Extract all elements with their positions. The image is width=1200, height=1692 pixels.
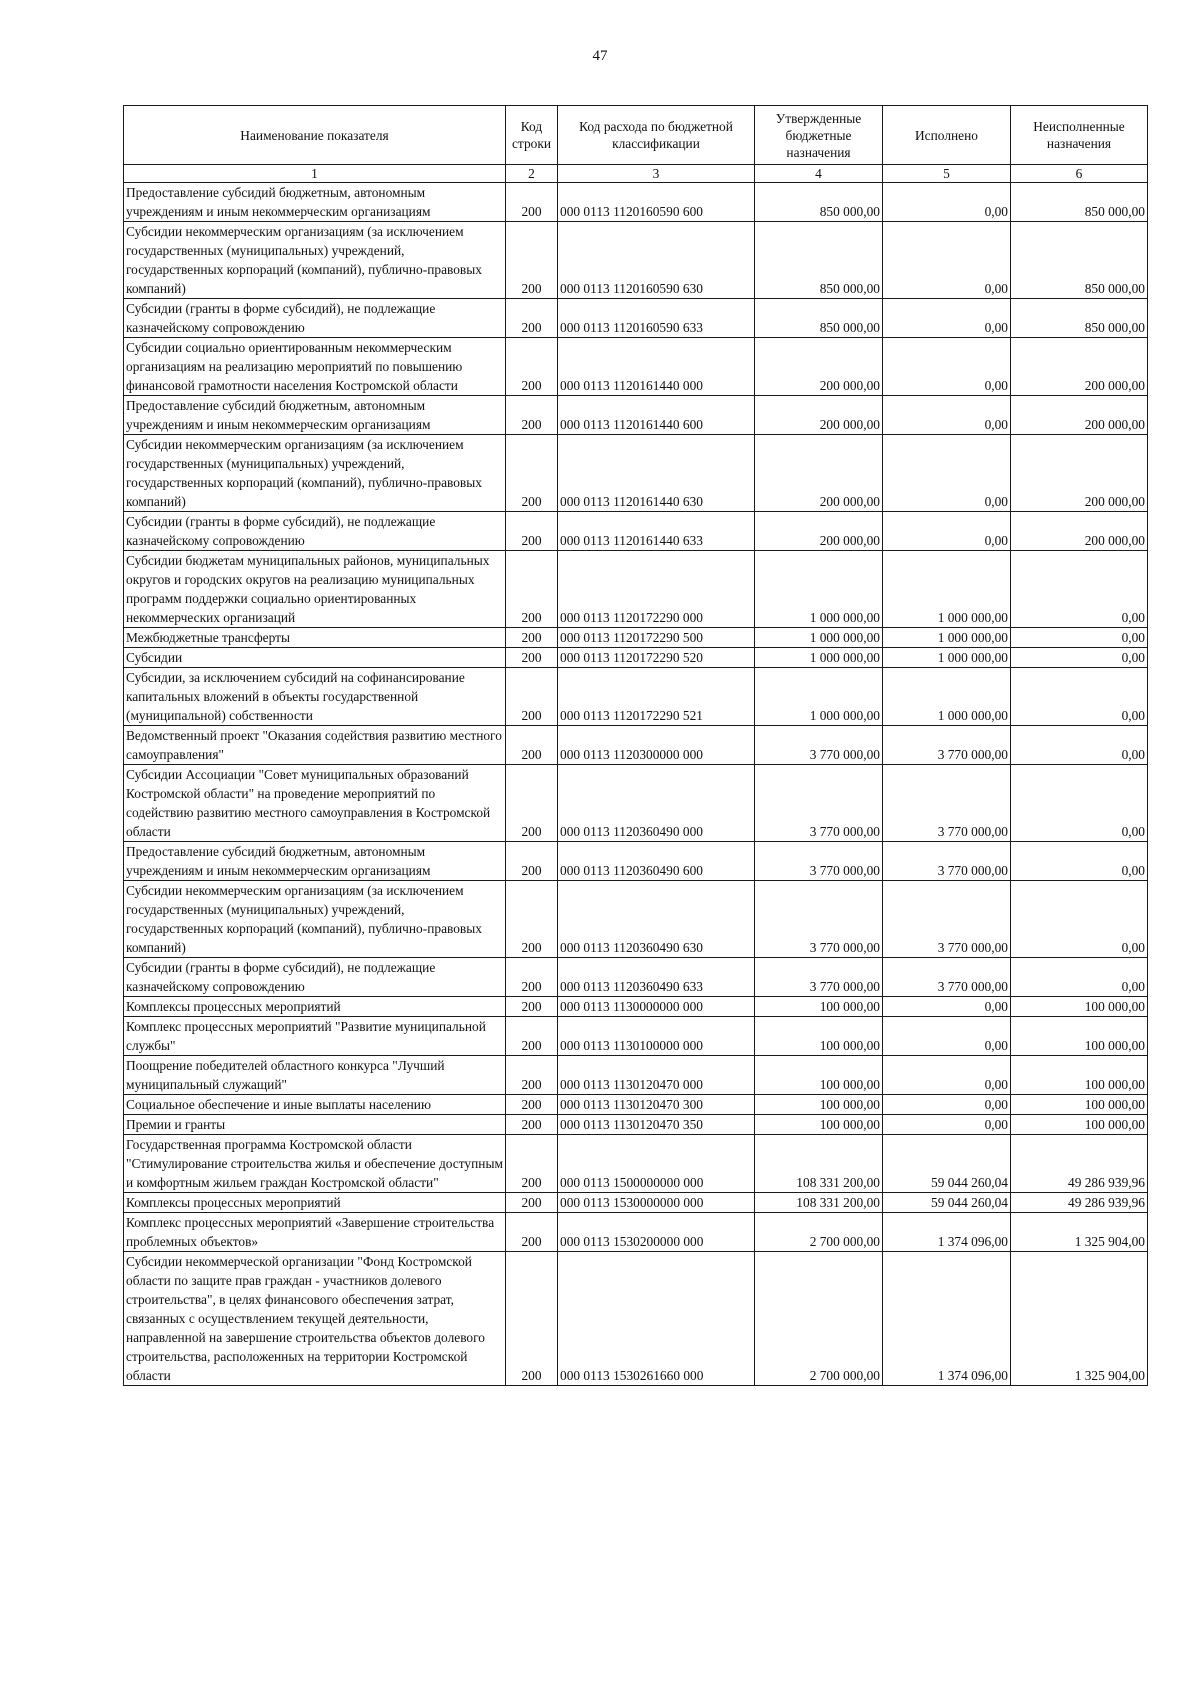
row-unexecuted-amount: 100 000,00 xyxy=(1011,1095,1148,1115)
table-row xyxy=(124,958,1148,997)
row-executed-amount: 1 374 096,00 xyxy=(883,1213,1011,1252)
table-row xyxy=(124,1017,1148,1056)
row-approved-amount: 108 331 200,00 xyxy=(755,1135,883,1193)
table-row xyxy=(124,512,1148,551)
table-row xyxy=(124,299,1148,338)
row-line-code: 200 xyxy=(506,1213,558,1252)
row-line-code: 200 xyxy=(506,668,558,726)
row-approved-amount: 1 000 000,00 xyxy=(755,551,883,628)
row-line-code: 200 xyxy=(506,338,558,396)
table-row xyxy=(124,997,1148,1017)
row-executed-amount: 0,00 xyxy=(883,1115,1011,1135)
row-line-code: 200 xyxy=(506,842,558,881)
row-executed-amount: 1 000 000,00 xyxy=(883,628,1011,648)
table-row xyxy=(124,1095,1148,1115)
column-number: 2 xyxy=(506,165,558,183)
row-approved-amount: 200 000,00 xyxy=(755,512,883,551)
row-classification-code: 000 0113 1120360490 630 xyxy=(558,881,755,958)
row-unexecuted-amount: 200 000,00 xyxy=(1011,396,1148,435)
row-name: Субсидии (гранты в форме субсидий), не подлежащие казначейскому сопровождению xyxy=(124,299,506,338)
row-classification-code: 000 0113 1130120470 350 xyxy=(558,1115,755,1135)
row-name: Субсидии социально ориентированным некоммерческим организациям на реализацию мероприятий по повышению финансовой грамотности населения Костромской области xyxy=(124,338,506,396)
row-unexecuted-amount: 0,00 xyxy=(1011,628,1148,648)
row-classification-code: 000 0113 1130120470 300 xyxy=(558,1095,755,1115)
row-line-code: 200 xyxy=(506,1135,558,1193)
row-line-code: 200 xyxy=(506,997,558,1017)
column-number: 3 xyxy=(558,165,755,183)
row-line-code: 200 xyxy=(506,551,558,628)
table-row xyxy=(124,551,1148,628)
row-approved-amount: 850 000,00 xyxy=(755,183,883,222)
row-executed-amount: 0,00 xyxy=(883,222,1011,299)
table-row xyxy=(124,396,1148,435)
row-approved-amount: 850 000,00 xyxy=(755,222,883,299)
row-unexecuted-amount: 1 325 904,00 xyxy=(1011,1252,1148,1386)
row-unexecuted-amount: 100 000,00 xyxy=(1011,1056,1148,1095)
row-classification-code: 000 0113 1120161440 630 xyxy=(558,435,755,512)
row-approved-amount: 100 000,00 xyxy=(755,1115,883,1135)
row-executed-amount: 3 770 000,00 xyxy=(883,765,1011,842)
row-line-code: 200 xyxy=(506,881,558,958)
row-name: Субсидии некоммерческим организациям (за исключением государственных (муниципальных) учреждений, государственных корпораций (компаний), публично-правовых компаний) xyxy=(124,435,506,512)
row-unexecuted-amount: 0,00 xyxy=(1011,648,1148,668)
row-classification-code: 000 0113 1130100000 000 xyxy=(558,1017,755,1056)
row-name: Предоставление субсидий бюджетным, автономным учреждениям и иным некоммерческим организациям xyxy=(124,842,506,881)
row-line-code: 200 xyxy=(506,1095,558,1115)
row-unexecuted-amount: 0,00 xyxy=(1011,958,1148,997)
row-executed-amount: 0,00 xyxy=(883,183,1011,222)
row-approved-amount: 108 331 200,00 xyxy=(755,1193,883,1213)
page-number: 47 xyxy=(592,48,608,64)
row-executed-amount: 0,00 xyxy=(883,1095,1011,1115)
row-name: Межбюджетные трансферты xyxy=(124,628,506,648)
row-name: Ведомственный проект "Оказания содействия развитию местного самоуправления" xyxy=(124,726,506,765)
budget-execution-table xyxy=(123,105,1148,1386)
row-name: Субсидии Ассоциации "Совет муниципальных образований Костромской области" на проведение мероприятий по содействию развитию местного самоуправления в Костромской области xyxy=(124,765,506,842)
header-row xyxy=(124,106,1148,165)
row-executed-amount: 59 044 260,04 xyxy=(883,1135,1011,1193)
row-unexecuted-amount: 0,00 xyxy=(1011,881,1148,958)
row-classification-code: 000 0113 1120161440 600 xyxy=(558,396,755,435)
table-body xyxy=(124,183,1148,1386)
row-unexecuted-amount: 200 000,00 xyxy=(1011,512,1148,551)
row-line-code: 200 xyxy=(506,299,558,338)
row-line-code: 200 xyxy=(506,765,558,842)
table-row xyxy=(124,726,1148,765)
column-number-row xyxy=(124,165,1148,183)
row-unexecuted-amount: 0,00 xyxy=(1011,726,1148,765)
table-row xyxy=(124,338,1148,396)
row-line-code: 200 xyxy=(506,958,558,997)
row-line-code: 200 xyxy=(506,1193,558,1213)
row-classification-code: 000 0113 1120161440 633 xyxy=(558,512,755,551)
row-unexecuted-amount: 200 000,00 xyxy=(1011,435,1148,512)
row-executed-amount: 0,00 xyxy=(883,435,1011,512)
row-classification-code: 000 0113 1120360490 000 xyxy=(558,765,755,842)
row-name: Поощрение победителей областного конкурса "Лучший муниципальный служащий" xyxy=(124,1056,506,1095)
table-row xyxy=(124,435,1148,512)
row-classification-code: 000 0113 1120360490 633 xyxy=(558,958,755,997)
row-approved-amount: 3 770 000,00 xyxy=(755,765,883,842)
row-executed-amount: 1 374 096,00 xyxy=(883,1252,1011,1386)
row-name: Субсидии (гранты в форме субсидий), не подлежащие казначейскому сопровождению xyxy=(124,512,506,551)
row-name: Предоставление субсидий бюджетным, автономным учреждениям и иным некоммерческим организациям xyxy=(124,396,506,435)
table-row xyxy=(124,183,1148,222)
row-classification-code: 000 0113 1120160590 630 xyxy=(558,222,755,299)
header-approved: Утвержденные бюджетные назначения xyxy=(755,106,883,165)
row-approved-amount: 200 000,00 xyxy=(755,338,883,396)
row-executed-amount: 1 000 000,00 xyxy=(883,668,1011,726)
row-name: Субсидии некоммерческой организации "Фонд Костромской области по защите прав граждан - участников долевого строительства", в целях финансового обеспечения затрат, связанных с осуществлением текущей деятельности, направленной на завершение строительства объектов долевого строительства, расположенных на территории Костромской области xyxy=(124,1252,506,1386)
row-approved-amount: 100 000,00 xyxy=(755,1095,883,1115)
table-row xyxy=(124,765,1148,842)
header-classification-code: Код расхода по бюджетной классификации xyxy=(558,106,755,165)
row-line-code: 200 xyxy=(506,726,558,765)
row-approved-amount: 3 770 000,00 xyxy=(755,881,883,958)
table-row xyxy=(124,668,1148,726)
row-approved-amount: 100 000,00 xyxy=(755,1056,883,1095)
row-name: Комплексы процессных мероприятий xyxy=(124,1193,506,1213)
row-executed-amount: 3 770 000,00 xyxy=(883,881,1011,958)
row-name: Комплексы процессных мероприятий xyxy=(124,997,506,1017)
row-classification-code: 000 0113 1120172290 000 xyxy=(558,551,755,628)
row-unexecuted-amount: 850 000,00 xyxy=(1011,299,1148,338)
row-classification-code: 000 0113 1120172290 521 xyxy=(558,668,755,726)
row-classification-code: 000 0113 1130120470 000 xyxy=(558,1056,755,1095)
row-name: Комплекс процессных мероприятий "Развитие муниципальной службы" xyxy=(124,1017,506,1056)
row-line-code: 200 xyxy=(506,435,558,512)
row-classification-code: 000 0113 1530000000 000 xyxy=(558,1193,755,1213)
row-approved-amount: 2 700 000,00 xyxy=(755,1252,883,1386)
column-number: 6 xyxy=(1011,165,1148,183)
row-name: Премии и гранты xyxy=(124,1115,506,1135)
table-row xyxy=(124,1252,1148,1386)
row-executed-amount: 1 000 000,00 xyxy=(883,648,1011,668)
row-name: Субсидии xyxy=(124,648,506,668)
row-approved-amount: 850 000,00 xyxy=(755,299,883,338)
row-name: Государственная программа Костромской области "Стимулирование строительства жилья и обеспечение доступным и комфортным жильем граждан Костромской области" xyxy=(124,1135,506,1193)
table-row xyxy=(124,1115,1148,1135)
row-classification-code: 000 0113 1130000000 000 xyxy=(558,997,755,1017)
row-approved-amount: 2 700 000,00 xyxy=(755,1213,883,1252)
row-line-code: 200 xyxy=(506,1252,558,1386)
row-unexecuted-amount: 0,00 xyxy=(1011,765,1148,842)
header-line-code: Код строки xyxy=(506,106,558,165)
row-executed-amount: 0,00 xyxy=(883,338,1011,396)
row-line-code: 200 xyxy=(506,183,558,222)
row-classification-code: 000 0113 1500000000 000 xyxy=(558,1135,755,1193)
row-unexecuted-amount: 200 000,00 xyxy=(1011,338,1148,396)
row-classification-code: 000 0113 1120160590 600 xyxy=(558,183,755,222)
column-number: 1 xyxy=(124,165,506,183)
row-classification-code: 000 0113 1530261660 000 xyxy=(558,1252,755,1386)
row-line-code: 200 xyxy=(506,512,558,551)
header-unexecuted: Неисполненные назначения xyxy=(1011,106,1148,165)
row-executed-amount: 3 770 000,00 xyxy=(883,958,1011,997)
row-unexecuted-amount: 49 286 939,96 xyxy=(1011,1135,1148,1193)
table-row xyxy=(124,1193,1148,1213)
row-line-code: 200 xyxy=(506,1056,558,1095)
row-unexecuted-amount: 0,00 xyxy=(1011,842,1148,881)
row-unexecuted-amount: 100 000,00 xyxy=(1011,1115,1148,1135)
row-executed-amount: 1 000 000,00 xyxy=(883,551,1011,628)
row-executed-amount: 3 770 000,00 xyxy=(883,726,1011,765)
row-name: Субсидии некоммерческим организациям (за исключением государственных (муниципальных) учреждений, государственных корпораций (компаний), публично-правовых компаний) xyxy=(124,222,506,299)
row-name: Предоставление субсидий бюджетным, автономным учреждениям и иным некоммерческим организациям xyxy=(124,183,506,222)
row-line-code: 200 xyxy=(506,1017,558,1056)
row-unexecuted-amount: 850 000,00 xyxy=(1011,222,1148,299)
row-classification-code: 000 0113 1120172290 500 xyxy=(558,628,755,648)
row-name: Социальное обеспечение и иные выплаты населению xyxy=(124,1095,506,1115)
row-unexecuted-amount: 850 000,00 xyxy=(1011,183,1148,222)
row-name: Субсидии бюджетам муниципальных районов, муниципальных округов и городских округов на реализацию муниципальных программ поддержки социально ориентированных некоммерческих организаций xyxy=(124,551,506,628)
row-executed-amount: 0,00 xyxy=(883,1017,1011,1056)
table-row xyxy=(124,222,1148,299)
table-row xyxy=(124,648,1148,668)
row-executed-amount: 0,00 xyxy=(883,299,1011,338)
row-line-code: 200 xyxy=(506,396,558,435)
row-name: Субсидии (гранты в форме субсидий), не подлежащие казначейскому сопровождению xyxy=(124,958,506,997)
row-line-code: 200 xyxy=(506,648,558,668)
row-classification-code: 000 0113 1120161440 000 xyxy=(558,338,755,396)
row-executed-amount: 0,00 xyxy=(883,396,1011,435)
row-approved-amount: 100 000,00 xyxy=(755,1017,883,1056)
row-unexecuted-amount: 1 325 904,00 xyxy=(1011,1213,1148,1252)
row-unexecuted-amount: 0,00 xyxy=(1011,668,1148,726)
row-approved-amount: 1 000 000,00 xyxy=(755,668,883,726)
row-classification-code: 000 0113 1120172290 520 xyxy=(558,648,755,668)
column-number: 5 xyxy=(883,165,1011,183)
row-unexecuted-amount: 100 000,00 xyxy=(1011,1017,1148,1056)
row-name: Субсидии некоммерческим организациям (за исключением государственных (муниципальных) учреждений, государственных корпораций (компаний), публично-правовых компаний) xyxy=(124,881,506,958)
row-classification-code: 000 0113 1120300000 000 xyxy=(558,726,755,765)
row-line-code: 200 xyxy=(506,628,558,648)
row-approved-amount: 3 770 000,00 xyxy=(755,726,883,765)
row-executed-amount: 0,00 xyxy=(883,997,1011,1017)
row-classification-code: 000 0113 1530200000 000 xyxy=(558,1213,755,1252)
row-unexecuted-amount: 49 286 939,96 xyxy=(1011,1193,1148,1213)
table-row xyxy=(124,628,1148,648)
row-approved-amount: 200 000,00 xyxy=(755,435,883,512)
table-row xyxy=(124,881,1148,958)
row-approved-amount: 3 770 000,00 xyxy=(755,958,883,997)
row-approved-amount: 1 000 000,00 xyxy=(755,628,883,648)
table-row xyxy=(124,1213,1148,1252)
table-row xyxy=(124,1056,1148,1095)
row-unexecuted-amount: 0,00 xyxy=(1011,551,1148,628)
row-name: Субсидии, за исключением субсидий на софинансирование капитальных вложений в объекты государственной (муниципальной) собственности xyxy=(124,668,506,726)
row-executed-amount: 0,00 xyxy=(883,1056,1011,1095)
row-approved-amount: 1 000 000,00 xyxy=(755,648,883,668)
row-executed-amount: 59 044 260,04 xyxy=(883,1193,1011,1213)
header-executed: Исполнено xyxy=(883,106,1011,165)
row-unexecuted-amount: 100 000,00 xyxy=(1011,997,1148,1017)
table-row xyxy=(124,842,1148,881)
row-line-code: 200 xyxy=(506,222,558,299)
header-name: Наименование показателя xyxy=(124,106,506,165)
row-executed-amount: 3 770 000,00 xyxy=(883,842,1011,881)
row-line-code: 200 xyxy=(506,1115,558,1135)
row-name: Комплекс процессных мероприятий «Завершение строительства проблемных объектов» xyxy=(124,1213,506,1252)
table-row xyxy=(124,1135,1148,1193)
row-classification-code: 000 0113 1120160590 633 xyxy=(558,299,755,338)
row-classification-code: 000 0113 1120360490 600 xyxy=(558,842,755,881)
row-executed-amount: 0,00 xyxy=(883,512,1011,551)
row-approved-amount: 3 770 000,00 xyxy=(755,842,883,881)
column-number: 4 xyxy=(755,165,883,183)
row-approved-amount: 100 000,00 xyxy=(755,997,883,1017)
row-approved-amount: 200 000,00 xyxy=(755,396,883,435)
